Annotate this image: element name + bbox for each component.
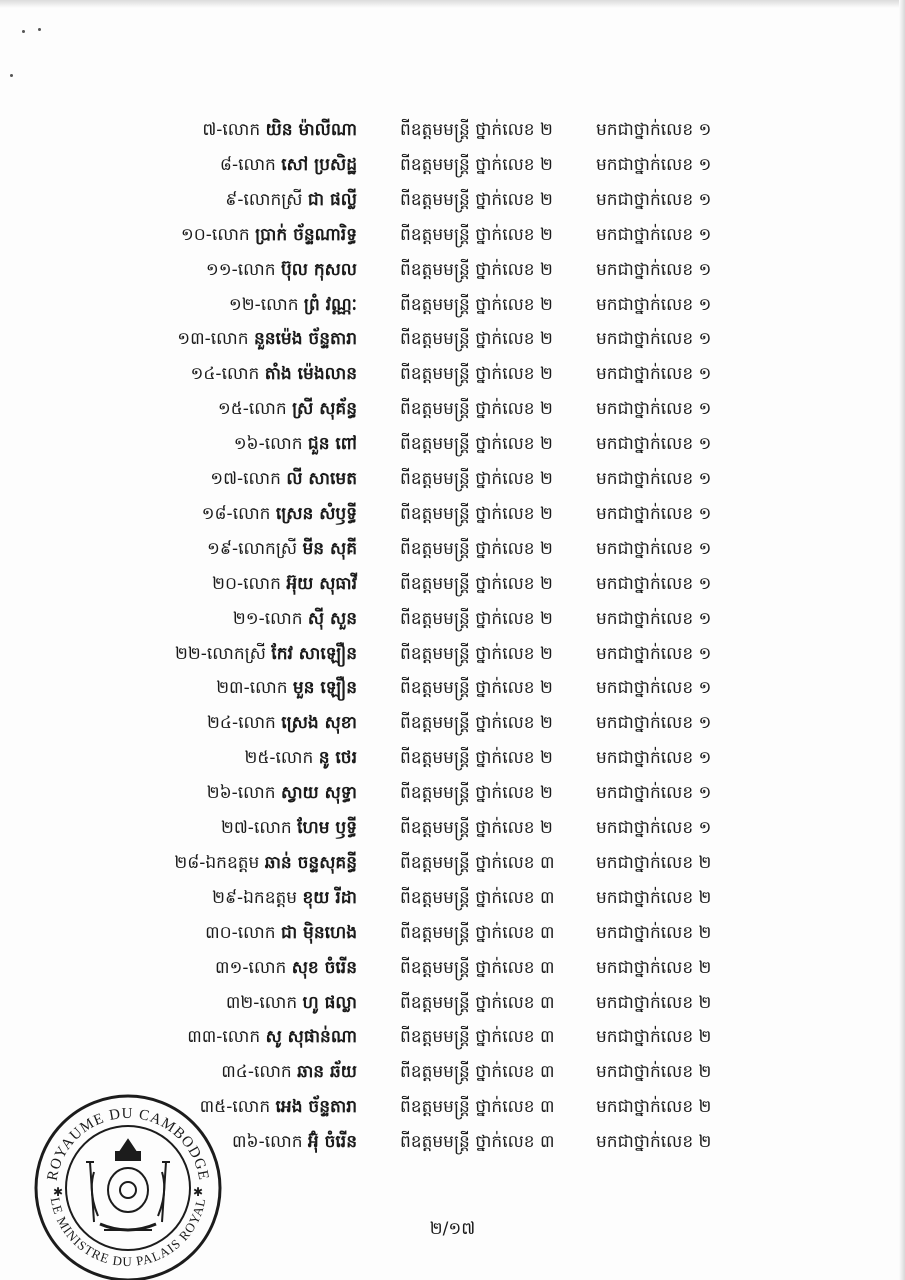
- official-name: [233, 602, 357, 636]
- current-rank: ពីឧត្តមមន្ត្រី ថ្នាក់លេខ ២: [400, 678, 553, 699]
- current-rank: ពីឧត្តមមន្ត្រី ថ្នាក់លេខ ២: [400, 469, 553, 489]
- person-name: នូ ថេរ: [318, 748, 357, 769]
- official-name: [207, 776, 357, 810]
- entry-number-title: ៨-លោក: [219, 154, 276, 175]
- person-name: សុខ ចំរើន: [291, 957, 357, 978]
- official-name: [181, 218, 357, 252]
- list-item: [0, 881, 905, 915]
- list-item: [0, 148, 905, 182]
- new-rank: មកជាថ្នាក់លេខ ២: [596, 1097, 712, 1118]
- list-item: [0, 253, 905, 287]
- list-item: [0, 357, 905, 391]
- scan-speck: [10, 74, 13, 77]
- official-name: [202, 113, 357, 147]
- person-name: ហូ ផល្លា: [302, 992, 357, 1013]
- list-item: [0, 497, 905, 531]
- page-number: ២/១៧: [429, 1219, 476, 1239]
- new-rank: មកជាថ្នាក់លេខ ១: [596, 259, 712, 280]
- person-name: កែវ សាឡឿន: [271, 643, 357, 664]
- new-rank: មកជាថ្នាក់លេខ ១: [596, 678, 712, 699]
- new-rank: មកជាថ្នាក់លេខ ១: [596, 608, 712, 629]
- new-rank: មកជាថ្នាក់លេខ ១: [596, 224, 712, 245]
- svg-text:LE MINISTRE DU PALAIS ROYAL: LE MINISTRE DU PALAIS ROYAL: [47, 1196, 209, 1270]
- person-name: ឆាន់ ចន្ទសុគន្ធី: [264, 852, 357, 873]
- official-name: [218, 392, 357, 426]
- current-rank: ពីឧត្តមមន្ត្រី ថ្នាក់លេខ ២: [400, 189, 553, 210]
- new-rank: មកជាថ្នាក់លេខ ១: [596, 189, 712, 210]
- official-name: [175, 637, 357, 671]
- new-rank: មកជាថ្នាក់លេខ ១: [596, 573, 712, 594]
- person-name: ខុយ រីដា: [302, 887, 357, 908]
- current-rank: ពីឧត្តមមន្ត្រី ថ្នាក់លេខ ២: [400, 643, 553, 664]
- official-name: [177, 322, 357, 356]
- new-rank: មកជាថ្នាក់លេខ ១: [596, 364, 712, 385]
- svg-text:✱: ✱: [192, 1185, 204, 1199]
- list-item: [0, 1055, 905, 1089]
- new-rank: មកជាថ្នាក់លេខ ១: [596, 643, 712, 664]
- new-rank: មកជាថ្នាក់លេខ ១: [596, 120, 712, 140]
- list-item: [0, 392, 905, 426]
- entry-number-title: ២៨-ឯកឧត្តម: [174, 852, 260, 873]
- new-rank: មកជាថ្នាក់លេខ ២: [596, 887, 712, 908]
- person-name: យិន ម៉ាលីណា: [265, 120, 357, 140]
- new-rank: មកជាថ្នាក់លេខ ១: [596, 399, 712, 420]
- official-name: [232, 1125, 357, 1159]
- current-rank: ពីឧត្តមមន្ត្រី ថ្នាក់លេខ ២: [400, 329, 553, 350]
- entry-number-title: ៧-លោក: [202, 120, 261, 140]
- entry-number-title: ១៣-លោក: [177, 329, 249, 350]
- entry-number-title: ២៣-លោក: [216, 678, 288, 699]
- list-item: [0, 113, 905, 147]
- person-name: ប៊ុល កុសល: [280, 259, 357, 280]
- current-rank: ពីឧត្តមមន្ត្រី ថ្នាក់លេខ ២: [400, 573, 553, 594]
- entry-number-title: ២០-លោក: [212, 573, 281, 594]
- new-rank: មកជាថ្នាក់លេខ ២: [596, 1027, 712, 1048]
- current-rank: ពីឧត្តមមន្ត្រី ថ្នាក់លេខ ២: [400, 538, 553, 559]
- official-name: [244, 741, 357, 775]
- entry-number-title: ១៩-លោកស្រី: [207, 538, 298, 559]
- person-name: ស្វាយ សុទ្ធា: [280, 783, 357, 804]
- official-name: [225, 183, 357, 217]
- new-rank: មកជាថ្នាក់លេខ ២: [596, 852, 712, 873]
- entry-number-title: ២៤-លោក: [207, 713, 276, 734]
- official-name: [210, 462, 357, 496]
- entry-number-title: ១៥-លោក: [217, 399, 287, 420]
- entry-number-title: ៩-លោកស្រី: [225, 189, 303, 210]
- current-rank: ពីឧត្តមមន្ត្រី ថ្នាក់លេខ ៣: [400, 1062, 555, 1083]
- scan-speck: [38, 28, 41, 31]
- entry-number-title: ១១-លោក: [205, 259, 276, 280]
- entry-number-title: ២៧-លោក: [221, 818, 292, 838]
- person-name: ស្រេន សំឫទ្ធី: [275, 503, 357, 524]
- entry-number-title: ១៨-លោក: [201, 503, 271, 524]
- person-name: លី សាមេត: [286, 469, 357, 489]
- new-rank: មកជាថ្នាក់លេខ ២: [596, 922, 712, 943]
- list-item: [0, 986, 905, 1020]
- entry-number-title: ១៤-លោក: [190, 364, 260, 385]
- list-item: [0, 427, 905, 461]
- official-name: [174, 846, 357, 880]
- list-item: [0, 288, 905, 322]
- new-rank: មកជាថ្នាក់លេខ ១: [596, 818, 712, 838]
- official-name: [229, 288, 357, 322]
- official-name: [226, 986, 357, 1020]
- royal-palace-seal: [28, 1092, 224, 1280]
- person-name: សូ សុផាន់ណា: [265, 1027, 357, 1048]
- official-name: [216, 671, 357, 705]
- official-name: [205, 916, 357, 950]
- entry-number-title: ២១-លោក: [232, 608, 303, 629]
- current-rank: ពីឧត្តមមន្ត្រី ថ្នាក់លេខ ២: [400, 818, 553, 838]
- person-name: ស៊ី សួន: [307, 608, 357, 629]
- current-rank: ពីឧត្តមមន្ត្រី ថ្នាក់លេខ ២: [400, 783, 553, 804]
- new-rank: មកជាថ្នាក់លេខ ២: [596, 1062, 712, 1083]
- list-item: [0, 637, 905, 671]
- person-name: ហែម ឫទ្ធី: [297, 818, 357, 838]
- new-rank: មកជាថ្នាក់លេខ ១: [596, 469, 712, 489]
- current-rank: ពីឧត្តមមន្ត្រី ថ្នាក់លេខ ២: [400, 608, 553, 629]
- scan-speck: [22, 30, 25, 33]
- list-item: [0, 951, 905, 985]
- list-item: [0, 532, 905, 566]
- person-name: ឆាន ឆ័យ: [297, 1062, 357, 1083]
- current-rank: ពីឧត្តមមន្ត្រី ថ្នាក់លេខ ៣: [400, 957, 555, 978]
- current-rank: ពីឧត្តមមន្ត្រី ថ្នាក់លេខ ២: [400, 294, 553, 315]
- current-rank: ពីឧត្តមមន្ត្រី ថ្នាក់លេខ ២: [400, 364, 553, 385]
- entry-number-title: ៣៦-លោក: [232, 1132, 303, 1153]
- entry-number-title: ២៥-លោក: [244, 748, 314, 769]
- entry-number-title: ៣២-លោក: [225, 992, 298, 1013]
- official-name: [207, 706, 357, 740]
- list-item: [0, 846, 905, 880]
- entry-number-title: ១០-លោក: [180, 224, 250, 245]
- person-name: អេង ច័ន្ទតារា: [275, 1097, 357, 1118]
- official-name: [221, 811, 357, 845]
- new-rank: មកជាថ្នាក់លេខ ១: [596, 748, 712, 769]
- current-rank: ពីឧត្តមមន្ត្រី ថ្នាក់លេខ ២: [400, 434, 553, 455]
- person-name: នួនម៉េង ច័ន្ទតារា: [253, 329, 357, 350]
- entry-number-title: ៣៤-លោក: [221, 1062, 292, 1083]
- new-rank: មកជាថ្នាក់លេខ ១: [596, 503, 712, 524]
- person-name: ជា ម៉ិនហេង: [280, 922, 357, 943]
- current-rank: ពីឧត្តមមន្ត្រី ថ្នាក់លេខ ៣: [400, 992, 555, 1013]
- person-name: មីន សុគី: [302, 538, 357, 559]
- person-name: អ៊ុយ សុធាវី: [286, 573, 357, 594]
- entry-number-title: ១៧-លោក: [210, 469, 281, 489]
- current-rank: ពីឧត្តមមន្ត្រី ថ្នាក់លេខ ៣: [400, 852, 555, 873]
- new-rank: មកជាថ្នាក់លេខ ១: [596, 538, 712, 559]
- current-rank: ពីឧត្តមមន្ត្រី ថ្នាក់លេខ ២: [400, 399, 553, 420]
- new-rank: មកជាថ្នាក់លេខ ១: [596, 434, 712, 455]
- person-name: តាំង ម៉េងលាន: [264, 364, 357, 385]
- official-name: [221, 1055, 357, 1089]
- new-rank: មកជាថ្នាក់លេខ ១: [596, 294, 712, 315]
- official-name: [187, 1020, 357, 1054]
- new-rank: មកជាថ្នាក់លេខ ២: [596, 992, 712, 1013]
- list-item: [0, 462, 905, 496]
- current-rank: ពីឧត្តមមន្ត្រី ថ្នាក់លេខ ២: [400, 224, 553, 245]
- official-name: [215, 951, 357, 985]
- current-rank: ពីឧត្តមមន្ត្រី ថ្នាក់លេខ ៣: [400, 887, 555, 908]
- entry-number-title: ៣៥-លោក: [199, 1097, 271, 1118]
- person-name: ប្រាក់ ច័ន្ទណារិទ្ធ: [255, 224, 357, 245]
- official-name: [206, 253, 357, 287]
- current-rank: ពីឧត្តមមន្ត្រី ថ្នាក់លេខ ២: [400, 120, 553, 140]
- new-rank: មកជាថ្នាក់លេខ ២: [596, 957, 712, 978]
- current-rank: ពីឧត្តមមន្ត្រី ថ្នាក់លេខ ៣: [400, 1097, 555, 1118]
- official-name: [212, 567, 357, 601]
- list-item: [0, 218, 905, 252]
- svg-text:✱: ✱: [52, 1185, 64, 1199]
- person-name: ជា ផល្លី: [307, 189, 357, 210]
- entry-number-title: ៣១-លោក: [215, 957, 287, 978]
- person-name: ស្រេង សុខា: [281, 713, 357, 734]
- new-rank: មកជាថ្នាក់លេខ ១: [596, 154, 712, 175]
- current-rank: ពីឧត្តមមន្ត្រី ថ្នាក់លេខ ៣: [400, 1132, 555, 1153]
- list-item: [0, 706, 905, 740]
- list-item: [0, 811, 905, 845]
- list-item: [0, 567, 905, 601]
- new-rank: មកជាថ្នាក់លេខ ១: [596, 783, 712, 804]
- current-rank: ពីឧត្តមមន្ត្រី ថ្នាក់លេខ ២: [400, 748, 553, 769]
- new-rank: មកជាថ្នាក់លេខ ២: [596, 1132, 712, 1153]
- person-name: មួន ឡឿន: [292, 678, 357, 699]
- official-name: [202, 497, 357, 531]
- entry-number-title: ១២-លោក: [228, 294, 299, 315]
- current-rank: ពីឧត្តមមន្ត្រី ថ្នាក់លេខ ២: [400, 259, 553, 280]
- entry-number-title: ១៦-លោក: [233, 434, 303, 455]
- current-rank: ពីឧត្តមមន្ត្រី ថ្នាក់លេខ ២: [400, 154, 553, 175]
- person-name: អ៊ុំ ចំរើន: [307, 1132, 357, 1153]
- official-name: [191, 357, 357, 391]
- current-rank: ពីឧត្តមមន្ត្រី ថ្នាក់លេខ ៣: [400, 922, 555, 943]
- official-name: [212, 881, 357, 915]
- entry-number-title: ២៦-លោក: [206, 783, 276, 804]
- entry-number-title: ៣០-លោក: [205, 922, 276, 943]
- svg-text:ROYAUME DU CAMBODGE: ROYAUME DU CAMBODGE: [44, 1105, 212, 1183]
- person-name: ស្រី សុគ័ន្ធ: [292, 399, 357, 420]
- entry-number-title: ២៩-ឯកឧត្តម: [212, 887, 298, 908]
- scan-top-edge: [0, 0, 905, 8]
- official-name: [220, 148, 357, 182]
- entry-number-title: ៣៣-លោក: [187, 1027, 261, 1048]
- person-name: ព្រំ វណ្ណៈ: [303, 294, 357, 315]
- list-item: [0, 602, 905, 636]
- new-rank: មកជាថ្នាក់លេខ ១: [596, 713, 712, 734]
- official-name: [207, 532, 357, 566]
- list-item: [0, 1020, 905, 1054]
- current-rank: ពីឧត្តមមន្ត្រី ថ្នាក់លេខ ៣: [400, 1027, 555, 1048]
- list-item: [0, 322, 905, 356]
- person-name: ជួន ពៅ: [307, 434, 357, 455]
- entry-number-title: ២២-លោកស្រី: [175, 643, 266, 664]
- new-rank: មកជាថ្នាក់លេខ ១: [596, 329, 712, 350]
- list-item: [0, 671, 905, 705]
- list-item: [0, 916, 905, 950]
- person-name: សៅ ប្រសិដ្ឋ: [281, 154, 357, 175]
- list-item: [0, 776, 905, 810]
- current-rank: ពីឧត្តមមន្ត្រី ថ្នាក់លេខ ២: [400, 713, 553, 734]
- current-rank: ពីឧត្តមមន្ត្រី ថ្នាក់លេខ ២: [400, 503, 553, 524]
- royal-emblem-icon: [86, 1140, 170, 1230]
- list-item: [0, 183, 905, 217]
- list-item: [0, 741, 905, 775]
- official-name: [234, 427, 357, 461]
